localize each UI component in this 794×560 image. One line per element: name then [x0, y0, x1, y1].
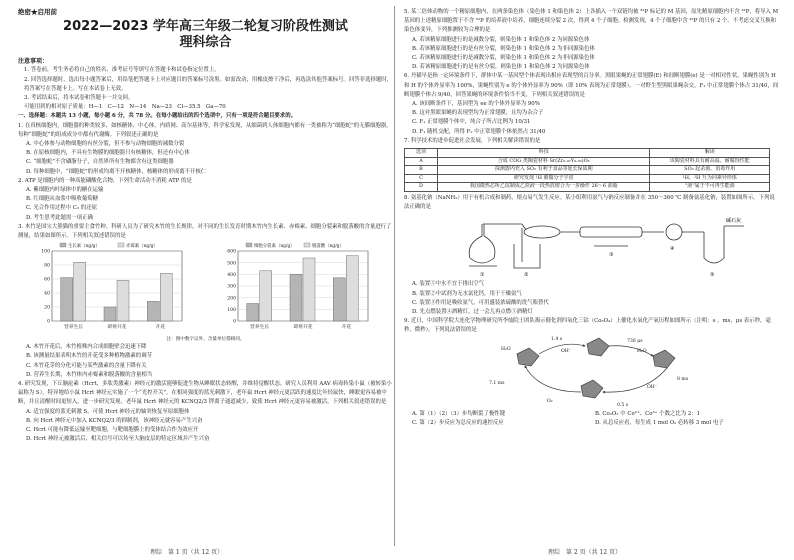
legend-label: 生长素（ng/g）	[68, 244, 100, 250]
atomic-masses: 可能用到的相对原子质量：H—1 C—12 N—14 Na—23 Cl—35.5 Ga—70	[24, 104, 226, 111]
y-tick-label: 0	[233, 319, 236, 325]
table-cell: ¹H、²H 互为同素异形体	[650, 174, 770, 183]
table-cell: SO₂ 起杀菌、消毒作用	[650, 166, 770, 175]
species-label: H₂O	[636, 348, 647, 354]
option: B. 该测量结果表明木竹的开花受多种植物激素的调节	[26, 353, 152, 360]
drying-tube	[524, 226, 560, 238]
time-label: 8 ms	[676, 376, 688, 382]
notice-title: 注意事项：	[18, 58, 49, 66]
table-cell: A	[405, 157, 438, 166]
apparatus-diagram	[404, 214, 774, 278]
species-label: H₂O	[500, 346, 511, 352]
legend-swatch	[60, 243, 66, 247]
y-tick-label: 300	[227, 284, 236, 290]
option: D. 营养生长期，木竹体内赤霉素和脱落酸的含量相当	[26, 371, 153, 378]
x-category-label: 营养生长	[64, 325, 84, 331]
legend-swatch	[118, 243, 124, 247]
y-tick-label: 200	[227, 296, 236, 302]
option: C. 装置③作用是吸收氨气，可用盛装浓硫酸的洗气瓶替代	[412, 299, 549, 306]
species-label: O₂	[546, 398, 553, 404]
subject-title: 理科综合	[179, 35, 232, 51]
bar	[346, 256, 358, 321]
option: A. 该间断条件下，基因型为 ee 的个体外显率为 90%	[412, 101, 540, 108]
hormone-bar-charts	[18, 241, 393, 337]
question-2-stem: 2. ATP 是细胞内的一种高能磷酸化合物，下列生命活动不消耗 ATP 的是	[18, 177, 192, 184]
bar	[260, 271, 272, 321]
bar	[333, 278, 345, 321]
x-category-label: 即将开花	[293, 325, 313, 331]
label-1: ①	[480, 272, 485, 279]
y-tick-label: 40	[44, 291, 50, 297]
option: A. 紫细胞内叶绿体中的糖在运输	[26, 187, 104, 194]
secret-mark: 绝密★启用前	[18, 8, 57, 16]
table-header: 选项	[405, 149, 438, 158]
table-header: 科技	[438, 149, 650, 158]
label-5: ⑤	[710, 272, 715, 279]
species-label: OH⁻	[560, 348, 571, 354]
notice-item: 1. 答卷前，考生务必将自己的姓名、准考证号等填写在答题卡和试卷指定位置上。	[24, 67, 220, 74]
option: D. 先点燃装置④酒精灯，过一会儿再点燃⑤酒精灯	[412, 309, 533, 316]
option: B. 红细胞从血浆中吸收葡萄糖	[26, 196, 99, 203]
bar	[104, 307, 116, 321]
question-9-stem: 9. 近日，中国科学院大连化学物理研究所李灿院士团队揭示催化剂四氧化三钴（Co₃O₄）上催化水氧化产氧历程如图所示（注明：s ，ms，μs 表示秒，毫秒，微秒）。下列说法错误的是	[404, 318, 771, 334]
question-4-stem: 4. 研究发现，下丘脑泌素（Hcrt，多肽类激素）神经元的激活能够促进生物从睡眠状态转醒，并维持觉醒状态。研究人员利用 AAV 病毒转染小鼠（被转染小鼠称为 S），特异地给小鼠 Hcrt 神经元实施了一个“光控开关”，在相同强度的蓝光刺激下，老年鼠 Hcrt 神经元更活跃的速度比年轻鼠快，睡眠更容易被中断，并且清醒时间更短入。进一步研究发现，老年鼠 Hcrt 神经元的 KCNQ2/3 钾离子通道减少，致使 Hcrt 神经元更容易被激活。下列相关叙述错误的是	[18, 381, 392, 406]
bar	[290, 275, 302, 322]
column-divider	[394, 6, 395, 546]
notice-item: 3. 考试结束后，将本试卷和答题卡一并交回。	[24, 95, 134, 102]
q7-table	[404, 148, 770, 192]
question-1-stem: 1. 在真核细胞内，细胞器的种类较多，如核糖体、中心体、内质网、高尔基体等。科学家发现，从细菌到人体细胞内都有一类被称为“细胞蛇”的无膜细胞器，每种“细胞蛇”的组成成分中都有代谢酶。下列叙述正确的是	[18, 122, 392, 138]
u-tube	[704, 226, 724, 263]
option: A. 中心体参与动物细胞的有丝分裂，但不参与动物细胞的减数分裂	[26, 141, 185, 148]
option: B. 若该精原细胞进行的是有丝分裂，则染色体 1 和染色体 2 为非同源染色体	[412, 45, 595, 52]
co-cluster-1	[517, 348, 539, 366]
y-tick-label: 80	[44, 263, 50, 269]
option: A. 适宜强度的蓝光刺激 S，可使 Hcrt 神经元的轴突恢复至原细胞体	[26, 408, 190, 415]
option: D. F₁ 随机交配，所得 F₂ 中正常翅膜个体依然占 31/40	[412, 128, 546, 135]
option: C. 木竹花芽的分化可能与某些激素的含量下降有关	[26, 362, 147, 369]
table-header-row	[405, 149, 770, 158]
label-3: ③	[609, 252, 614, 259]
table-row	[405, 166, 770, 175]
table-header: 解读	[650, 149, 770, 158]
table-row	[405, 174, 770, 183]
co-cluster-2	[587, 338, 609, 356]
table-row	[405, 157, 770, 166]
time-label: 736 μs	[626, 338, 643, 344]
notice-item: 2. 回答选择题时，选出每小题答案后，用铅笔把答题卡上对应题目的答案标号涂黑。如需改动，用橡皮擦干净后，再选涂其他答案标号。回答非选择题时，将答案写在答题卡上。写在本试卷上无效。	[24, 76, 393, 92]
bar	[247, 304, 259, 322]
co-cluster-4	[581, 380, 603, 398]
option: B. Co₂O₃ 中 Co²⁺、Co³⁺ 个数之比为 2：1	[595, 410, 701, 417]
left-column	[18, 8, 393, 546]
option: A. 第（1）（2）（3）步均断裂了极性键	[412, 410, 506, 417]
option: B. 在原核细胞内，不具有生物膜的细胞器只有核糖体，但还有中心体	[26, 150, 190, 157]
option: C. 若该精原细胞进行的是减数分裂，则染色体 1 和染色体 2 为非同源染色体	[412, 55, 595, 62]
y-tick-label: 60	[44, 277, 50, 283]
option: C. F₁ 正常翅膜个体中，纯合子所占比例为 10/31	[412, 119, 531, 126]
label-2: ②	[524, 272, 529, 279]
option: D. 每种细胞中，“细胞蛇”的形成均离不开核糖体，核糖体的形成离不开核仁	[26, 168, 207, 175]
species-label: OH⁻	[646, 384, 657, 390]
q9-options	[404, 410, 779, 428]
x-category-label: 开花	[341, 325, 352, 331]
table-cell: 我国微热芯所乙烷制成乙炔液一段热放熔合为一步操作 26～6 油脂	[438, 183, 650, 192]
bar	[74, 262, 86, 321]
legend-label: 细胞分裂素（ng/g）	[254, 244, 295, 250]
table-cell: 合成 COG 类陶瓷材料 Sr(Zr₀.₉₇Y₀.₀₃)O₃	[438, 157, 650, 166]
catalytic-cycle-diagram	[477, 336, 707, 410]
y-tick-label: 500	[227, 261, 236, 267]
option: D. 考生思考此题需一项正确	[26, 214, 93, 221]
bar	[117, 281, 129, 322]
option: A. 装置⑤中水不宜于排出空气	[412, 281, 485, 288]
time-label: 1.4 s	[550, 336, 562, 342]
co-cluster-3	[653, 350, 675, 368]
section-heading: 一、选择题：本题共 13 小题，每小题 6 分，共 78 分。在每小题给出的四个选项中，只有一项是符合题目要求的。	[18, 113, 296, 120]
table-cell: C	[405, 174, 438, 183]
question-8-stem: 8. 氨基化钠（NaNH₂）用于有机合成和制药，熔点易气发生反应。某小组利用氨气与钠反应制备并在 350～360 ℃ 制备氨基化钠，装置如图所示。下列说法正确的是	[404, 195, 775, 211]
label-4: ④	[670, 246, 675, 253]
y-tick-label: 20	[44, 305, 50, 311]
option: C. 第（2）步反应为总反应的速控反应	[412, 419, 504, 426]
time-label: 7.1 ms	[488, 380, 504, 386]
option: D. 若该精原细胞进行的是有丝分裂，则染色体 1 和染色体 2 为同源染色体	[412, 64, 590, 71]
question-3-stem: 3. 木竹是国宝大熊猫的重要主食竹种。科研人员为了研究木竹的生长规律，对不同的生长发育时期木竹内生长素、赤霉素、细胞分裂素和脱落酸的含量进行了测量，结果如图所示。下列相关叙述错误的是	[18, 223, 392, 240]
legend-swatch	[304, 243, 310, 247]
right-column	[404, 8, 779, 546]
option: B. 向 Hcrt 神经元中加入 KCNQ2/3 的抑制剂，该神经元就容易产生兴奋	[26, 417, 203, 424]
table-cell: “液”属于不可再生能源	[650, 183, 770, 192]
page-footer-left: 理综 第 1 页（共 12 页）	[150, 549, 224, 556]
legend-swatch	[246, 243, 252, 247]
table-cell: 探测器内充入 SO₂ 有利于食品等延长保质期	[438, 166, 650, 175]
x-category-label: 开花	[155, 325, 166, 331]
table-cell: B	[405, 166, 438, 175]
table-row	[405, 183, 770, 192]
option: C. Hcrt 可能有降低运输至靶细胞，与靶细胞膜上的受体结合作为效应开	[26, 427, 199, 434]
table-cell: 研究发现 ¹H 被做分子宇宙	[438, 174, 650, 183]
reaction-tube	[580, 227, 642, 237]
option: B. 装置②中试剂为无水氯化钙，用于干燥氨气	[412, 290, 522, 297]
question-7-stem: 7. 科学技术的进步促进社会发展，下列相关解读错误的是	[404, 137, 541, 144]
y-tick-label: 0	[47, 319, 50, 325]
page-footer-right: 理综 第 2 页（共 12 页）	[548, 549, 622, 556]
time-label: 0.5 s	[616, 402, 628, 408]
option: A. 若该精原细胞进行的是减数分裂，则染色体 1 和染色体 2 为同源染色体	[412, 36, 590, 43]
bar	[61, 278, 73, 321]
option: D. 从总反应看，每生成 1 mol O₂ 必转移 3 mol 电子	[595, 419, 724, 426]
question-6-stem: 6. 丹猫早是指一定环境条件下，群体中某一基因型个体表现出相应表现型的百分率。黑眼果蝇的正常翅膜(E) 和间断翅膜(e) 是一对相对性状，果蝇性别为 H 和 H 的个体外显率为 100%，果蝇性别为 e 的个体外显率为 90%（即 10% 表现为正常翅膜）。一对野生型黑眼果蝇杂交，F₁ 中正常翅膜个体占 31/40，间断翅膜个体占 9/40。回答果蝇的环境条件恰当不变，下列相关叙述错误的是	[404, 73, 779, 98]
gas-bulb	[666, 224, 682, 240]
option: C. “细胞蛇”不含磷脂分子，自然界所有生物都含有这类细胞器	[26, 159, 174, 166]
soda-lime-label: 碱石灰	[726, 218, 742, 225]
y-tick-label: 600	[227, 249, 236, 255]
x-category-label: 即将开花	[107, 325, 127, 331]
option: C. 光合作用过程中 C₃ 的还原	[26, 205, 97, 212]
y-tick-label: 100	[41, 249, 50, 255]
bar	[147, 302, 159, 322]
x-category-label: 营养生长	[250, 325, 270, 331]
y-tick-label: 100	[227, 308, 236, 314]
option: D. Hcrt 神经元被激活后，相关信号可以传至大脑皮层的特定区域并产生兴奋	[26, 436, 210, 443]
chart-caption: 注：图中数字以外，含量单位都相同。	[166, 337, 245, 343]
option: B. 这对黑眼果蝇的表现型均为正常翅膜，且均为杂合子	[412, 110, 544, 117]
legend-label: 赤霉素（ng/g）	[126, 244, 158, 250]
exam-title: 2022—2023 学年高三年级二轮复习阶段性测试	[63, 19, 348, 35]
option: A. 木竹开花后，木竹植株内合成细胞壁会迅速下降	[26, 344, 147, 351]
table-cell: D	[405, 183, 438, 192]
flask-1	[469, 224, 495, 263]
bar	[160, 274, 172, 322]
beaker	[514, 244, 540, 268]
legend-label: 脱落酸（ng/g）	[312, 244, 344, 250]
y-tick-label: 400	[227, 273, 236, 279]
question-5-stem: 5. 某二倍体动物的一个精原细胞内，在两条染色体（染色体 1 和染色体 2）上各插入一个双链均被 ³²P 标记的 M 基因，原先精原细胞内不含 ³²P，将导入 M 基因的上述精原细胞置于不含 ³²P 的培养液中培养，细胞连续分裂 2 次，得到 4 个子细胞。检测发现，4 个子细胞中含 ³²P 的只有 2 个。不考虑交叉互换和染色体变异，下列推测较为合理的是	[404, 9, 779, 34]
bar	[303, 258, 315, 321]
table-cell: 该陶瓷材料具有耐高温、耐腐蚀性能	[650, 157, 770, 166]
